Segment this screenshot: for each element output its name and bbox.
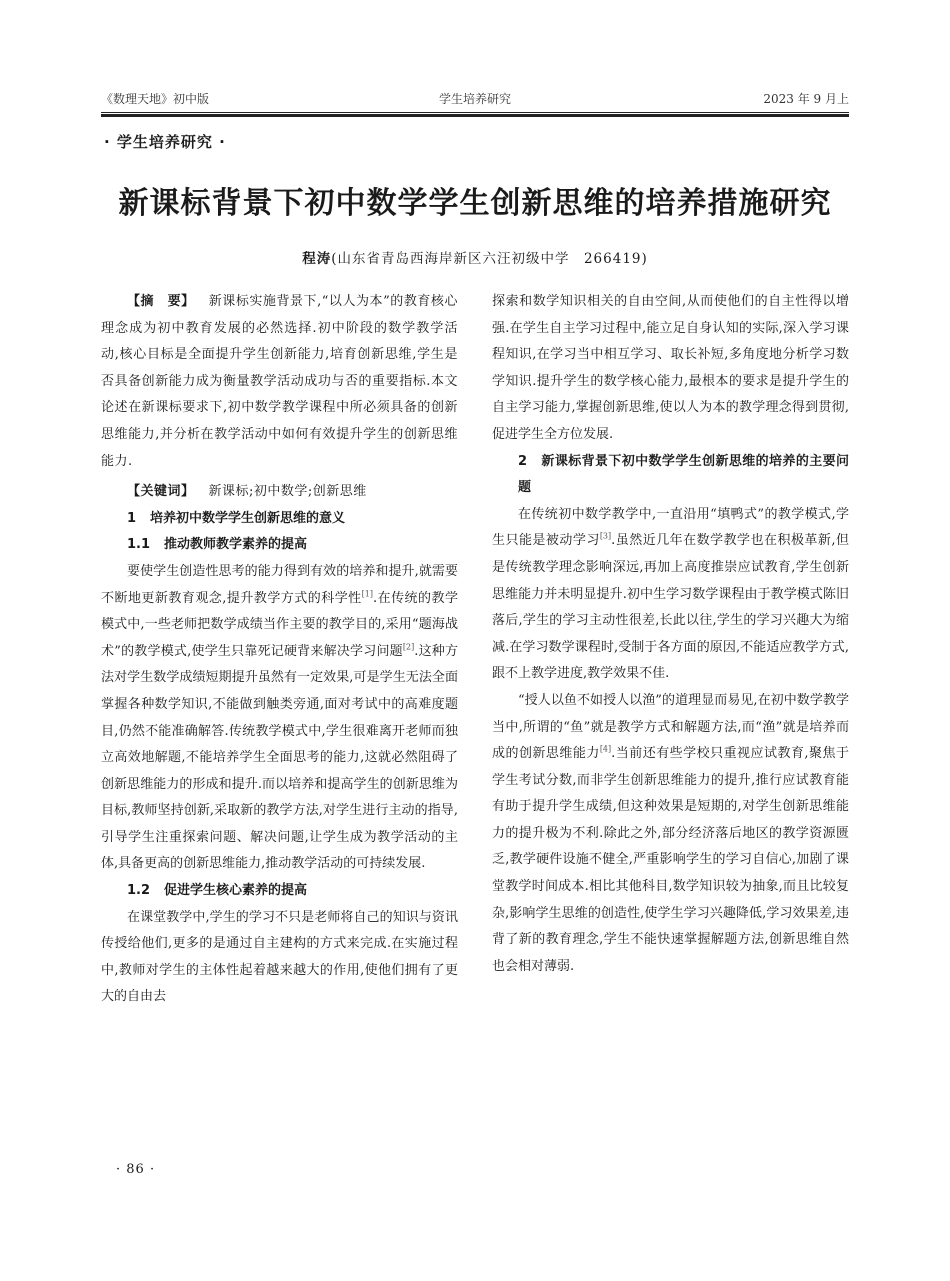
paper-title: 新课标背景下初中数学学生创新思维的培养措施研究 xyxy=(118,186,832,221)
page-number: · 86 · xyxy=(116,1162,156,1177)
running-header xyxy=(101,86,849,108)
paragraph-1-2: 在课堂教学中,学生的学习不只是老师将自己的知识与资讯传授给他们,更多的是通过自主建构的方式来完成.在实施过程中,教师对学生的主体性起着越来越大的作用,使他们拥有了更大的自由去 xyxy=(101,909,458,1005)
author-name: 程涛 xyxy=(302,251,332,267)
section-tag: · 学生培养研究 · xyxy=(104,133,226,151)
left-column xyxy=(101,289,458,1011)
right-column xyxy=(492,289,849,980)
header-section: 学生培养研究 xyxy=(438,92,511,106)
abstract-text: 新课标实施背景下,“以人为本”的教育核心理念成为初中教育发展的必然选择.初中阶段的数学教学活动,核心目标是全面提升学生创新能力,培育创新思维,学生是否具备创新能力成为衡量教学活动成功与否的重要指标.本文论述在新课标要求下,初中数学教学课程中所必须具备的创新思维能力,并分析在教学活动中如何有效提升学生的创新思维能力. xyxy=(101,294,458,469)
keywords-label: 【关键词】 xyxy=(127,484,195,500)
paragraph-1-1: 要使学生创造性思考的能力得到有效的培养和提升,就需要不断地更新教育观念,提升教学方式的科学性[1].在传统的教学模式中,一些老师把数学成绩当作主要的教学目的,采用“题海战术”的教学模式,使学生只靠死记硬背来解决学习问题[2].这种方法对学生数学成绩短期提升虽然有一定效果,可是学生无法全面掌握各种数学知识,不能做到触类旁通,面对考试中的高难度题目,仍然不能准确解答.传统教学模式中,学生很难离开老师而独立高效地解题,不能培养学生全面思考的能力,这就必然阻碍了创新思维能力的形成和提升.而以培养和提高学生的创新思维为目标,教师坚持创新,采取新的教学方法,对学生进行主动的指导,引导学生注重探索问题、解决问题,让学生成为教学活动的主体,具备更高的创新思维能力,推动教学活动的可持续发展. xyxy=(101,563,459,872)
keywords-text: 新课标;初中数学;创新思维 xyxy=(208,484,367,500)
journal-name: 《数理天地》初中版 xyxy=(101,92,210,106)
header-rule-thick xyxy=(101,114,849,117)
citation-3: [3] xyxy=(599,532,612,542)
issue-date: 2023 年 9 月上 xyxy=(763,92,849,106)
header-rule-thin xyxy=(101,112,849,113)
citation-2: [2] xyxy=(402,642,415,652)
citation-4: [4] xyxy=(599,744,612,754)
heading-1-1: 1.1 推动教师教学素养的提高 xyxy=(127,537,308,553)
paragraph-2-1: 在传统初中数学教学中,一直沿用“填鸭式”的教学模式,学生只能是被动学习[3].虽然近几年在数学教学也在积极革新,但是传统教学理念影响深远,再加上高度推崇应试教育,学生创新思维能力并未明显提升.初中生学习数学课程由于教学模式陈旧落后,学生的学习主动性很差,长此以往,学生的学习兴趣大为缩减.在学习数学课程时,受制于各方面的原因,不能适应教学方式,跟不上教学进度,教学效果不佳. xyxy=(492,506,849,682)
heading-1-2: 1.2 促进学生核心素养的提高 xyxy=(127,883,308,899)
paragraph-1-2-cont: 探索和数学知识相关的自由空间,从而使他们的自主性得以增强.在学生自主学习过程中,能立足自身认知的实际,深入学习课程知识,在学习当中相互学习、取长补短,多角度地分析学习数学知识.提升学生的数学核心能力,最根本的要求是提升学生的自主学习能力,掌握创新思维,使以人为本的教学理念得到贯彻,促进学生全方位发展. xyxy=(492,294,849,442)
abstract-label: 【摘 要】 xyxy=(127,294,195,309)
keywords xyxy=(101,479,458,506)
author-line xyxy=(60,247,890,267)
paragraph-2-2: “授人以鱼不如授人以渔”的道理显而易见,在初中数学教学当中,所谓的“鱼”就是教学方式和解题方法,而“渔”就是培养而成的创新思维能力[4].当前还有些学校只重视应试教育,聚焦于学生考试分数,而非学生创新思维能力的提升,推行应试教育能有助于提升学生成绩,但这种效果是短期的,对学生创新思维能力的提升极为不利.除此之外,部分经济落后地区的教学资源匮乏,教学硬件设施不健全,严重影响学生的学习自信心,加剧了课堂教学时间成本.相比其他科目,数学知识较为抽象,而且比较复杂,影响学生思维的创造性,使学生学习兴趣降低,学习效果差,违背了新的教育理念,学生不能快速掌握解题方法,创新思维自然也会相对薄弱. xyxy=(492,692,849,974)
abstract xyxy=(101,289,458,475)
heading-1: 1 培养初中数学学生创新思维的意义 xyxy=(127,510,346,526)
heading-2: 2 新课标背景下初中数学学生创新思维的培养的主要问题 xyxy=(518,453,849,496)
citation-1: [1] xyxy=(361,589,373,599)
author-affiliation: (山东省青岛西海岸新区六汪初级中学 266419) xyxy=(331,251,648,267)
